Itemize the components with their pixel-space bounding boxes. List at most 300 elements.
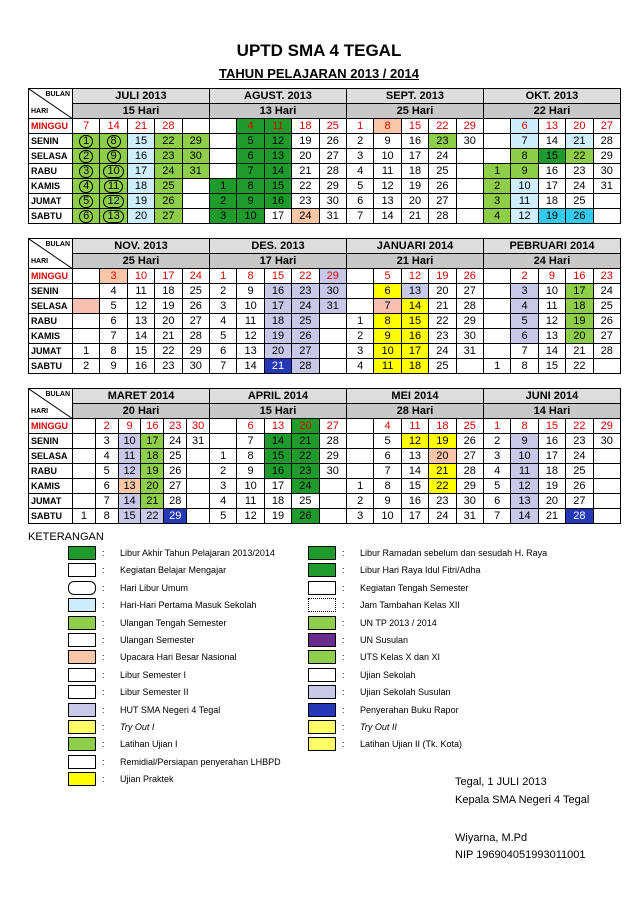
date-number: 28 [299, 360, 312, 372]
date-cell [187, 479, 210, 494]
date-cell [73, 479, 96, 494]
date-cell [237, 449, 264, 464]
date-number: 20 [436, 450, 449, 462]
day-label: JUMAT [29, 494, 73, 509]
sign-name: Wiyarna, M.Pd [455, 832, 528, 844]
date-number: 18 [134, 180, 148, 192]
date-number: 4 [220, 315, 227, 327]
date-cell [182, 314, 209, 329]
date-number: 23 [600, 270, 613, 282]
date-number: 4 [494, 210, 501, 222]
date-number: 14 [134, 330, 148, 342]
date-number: 27 [463, 285, 476, 297]
date-number: 24 [436, 345, 449, 357]
date-number: 4 [494, 465, 501, 477]
date-cell [95, 434, 118, 449]
date-cell [155, 359, 182, 374]
date-number: 27 [299, 345, 312, 357]
date-cell [593, 509, 620, 524]
date-cell [566, 119, 593, 134]
date-number: 29 [326, 270, 339, 282]
date-cell [319, 194, 346, 209]
legend-item-left: : Upacara Hari Besar Nasional [68, 650, 237, 664]
date-number: 19 [545, 210, 559, 222]
date-number: 27 [600, 120, 613, 132]
date-number: 2 [494, 180, 501, 192]
date-cell [187, 494, 210, 509]
date-number: 14 [271, 165, 285, 177]
date-cell [155, 194, 182, 209]
day-label: RABU [29, 314, 73, 329]
date-number: 7 [357, 210, 364, 222]
month-name: MARET 2014 [73, 389, 210, 404]
date-number: 5 [384, 435, 391, 447]
date-number: 25 [600, 300, 613, 312]
date-number: 3 [220, 480, 227, 492]
date-number: 30 [600, 435, 613, 447]
date-cell [73, 344, 100, 359]
date-cell [374, 134, 401, 149]
date-cell [182, 299, 209, 314]
date-number: 24 [436, 150, 449, 162]
date-cell [538, 314, 565, 329]
date-number: 5 [357, 180, 364, 192]
date-number: 11 [244, 315, 257, 327]
date-cell [210, 314, 237, 329]
legend-item-left: : Libur Semester II [68, 685, 189, 699]
date-number: 8 [521, 150, 528, 162]
date-cell [566, 344, 593, 359]
date-number: 7 [220, 360, 227, 372]
date-cell [73, 359, 100, 374]
date-cell [456, 449, 483, 464]
date-cell [456, 464, 483, 479]
effective-days: 14 Hari [483, 404, 620, 419]
date-cell [593, 314, 620, 329]
legend-swatch-icon [68, 563, 96, 577]
date-number: 4 [103, 450, 110, 462]
date-number: 28 [189, 330, 202, 342]
date-cell [593, 269, 620, 284]
date-cell [347, 269, 374, 284]
day-row [29, 119, 621, 134]
date-cell [127, 269, 154, 284]
date-cell [456, 269, 483, 284]
date-number: 14 [408, 300, 422, 312]
bulan-label: BULAN [45, 241, 70, 248]
date-cell [511, 359, 538, 374]
date-cell [155, 299, 182, 314]
date-cell [100, 119, 127, 134]
date-number: 26 [162, 195, 175, 207]
date-cell [264, 149, 291, 164]
date-number: 9 [107, 150, 121, 163]
date-cell [292, 284, 319, 299]
date-number: 9 [548, 270, 555, 282]
date-cell [456, 164, 483, 179]
date-cell [182, 209, 209, 224]
date-cell [346, 449, 373, 464]
date-cell [429, 149, 456, 164]
date-cell [429, 284, 456, 299]
date-cell [401, 464, 428, 479]
date-number: 27 [189, 315, 202, 327]
date-cell [210, 344, 237, 359]
legend-label: Penyerahan Buku Rapor [360, 704, 459, 715]
date-cell [483, 209, 510, 224]
date-cell [429, 464, 456, 479]
date-number: 11 [272, 120, 284, 132]
date-number: 19 [545, 480, 559, 492]
date-number: 2 [83, 360, 90, 372]
legend-label: Kegiatan Belajar Mengajar [120, 565, 227, 576]
date-cell [319, 434, 346, 449]
date-cell [182, 344, 209, 359]
date-cell [155, 314, 182, 329]
date-number: 27 [600, 330, 613, 342]
date-cell [346, 179, 373, 194]
date-cell [566, 479, 593, 494]
date-cell [182, 149, 209, 164]
date-cell [100, 149, 127, 164]
date-cell [511, 119, 538, 134]
date-number: 4 [247, 120, 254, 132]
legend-swatch-icon [308, 581, 336, 595]
date-number: 16 [545, 165, 559, 177]
day-label: SABTU [29, 209, 73, 224]
date-number: 25 [189, 285, 202, 297]
legend-label: Libur Ramadan sebelum dan sesudah H. Raya [360, 548, 548, 558]
date-cell [127, 194, 154, 209]
date-number: 15 [408, 315, 422, 327]
date-cell [127, 134, 154, 149]
date-number: 1 [494, 360, 501, 372]
date-number: 26 [169, 465, 182, 477]
bulan-hari-corner [29, 239, 73, 269]
day-row [29, 419, 621, 434]
date-cell [210, 449, 237, 464]
date-cell [127, 344, 154, 359]
date-cell [566, 164, 593, 179]
date-number: 10 [123, 435, 136, 447]
date-number: 17 [408, 345, 422, 357]
date-cell [127, 329, 154, 344]
date-number: 27 [573, 495, 586, 507]
date-cell [210, 434, 237, 449]
date-number: 12 [408, 270, 422, 282]
date-number: 21 [299, 165, 312, 177]
effective-days: 22 Hari [483, 104, 620, 119]
date-cell [346, 164, 373, 179]
date-cell [401, 314, 428, 329]
date-cell [538, 149, 565, 164]
legend-label: Ujian Sekolah Susulan [360, 687, 451, 698]
bulan-hari-corner [29, 389, 73, 419]
date-number: 12 [545, 315, 559, 327]
date-number: 5 [220, 330, 227, 342]
date-cell [401, 344, 428, 359]
legend-item-right: : Libur Hari Raya Idul Fitri/Adha [308, 563, 481, 577]
date-cell [100, 284, 127, 299]
date-number: 5 [494, 480, 501, 492]
date-cell [483, 119, 510, 134]
date-number: 23 [573, 165, 586, 177]
date-cell [346, 434, 373, 449]
date-cell [127, 299, 154, 314]
date-number: 22 [436, 120, 449, 132]
date-cell [401, 299, 428, 314]
date-cell [511, 134, 538, 149]
date-cell [118, 494, 141, 509]
date-cell [401, 419, 428, 434]
date-number: 1 [220, 270, 227, 282]
day-row [29, 449, 621, 464]
effective-days: 21 Hari [347, 254, 484, 269]
date-cell [429, 209, 456, 224]
date-cell [566, 329, 593, 344]
date-cell [593, 209, 620, 224]
date-number: 11 [123, 450, 136, 462]
date-cell [264, 314, 291, 329]
date-number: 23 [299, 465, 312, 477]
date-cell [155, 134, 182, 149]
date-number: 17 [408, 510, 422, 522]
date-number: 27 [162, 210, 175, 222]
date-number: 19 [436, 270, 449, 282]
date-number: 25 [299, 495, 312, 507]
date-cell [483, 509, 510, 524]
date-cell [164, 509, 187, 524]
date-cell [73, 179, 100, 194]
date-number: 19 [436, 435, 449, 447]
date-number: 3 [494, 450, 501, 462]
date-number: 20 [436, 285, 449, 297]
date-cell [401, 449, 428, 464]
date-number: 8 [384, 315, 391, 327]
date-number: 10 [103, 165, 123, 178]
date-cell [538, 509, 565, 524]
day-label: SELASA [29, 299, 73, 314]
date-cell [73, 269, 100, 284]
date-number: 17 [134, 165, 148, 177]
legend-label: Hari-Hari Pertama Masuk Sekolah [120, 600, 257, 611]
date-cell [593, 359, 620, 374]
date-number: 9 [247, 465, 254, 477]
date-cell [319, 494, 346, 509]
date-number: 17 [545, 180, 559, 192]
day-row [29, 344, 621, 359]
date-number: 1 [220, 450, 227, 462]
date-cell [429, 194, 456, 209]
date-cell [429, 359, 456, 374]
date-number: 2 [357, 495, 364, 507]
date-number: 6 [110, 315, 117, 327]
month-name: PEBRUARI 2014 [483, 239, 620, 254]
date-number: 6 [247, 150, 254, 162]
date-number: 17 [271, 300, 285, 312]
date-cell [347, 359, 374, 374]
date-number: 9 [384, 330, 391, 342]
date-cell [292, 314, 319, 329]
date-cell [538, 284, 565, 299]
date-cell [538, 299, 565, 314]
date-number: 16 [408, 330, 422, 342]
date-number: 7 [247, 165, 254, 177]
date-number: 19 [162, 300, 175, 312]
date-cell [483, 434, 510, 449]
date-cell [292, 509, 319, 524]
date-cell [319, 209, 346, 224]
date-number: 6 [220, 345, 227, 357]
date-number: 12 [408, 435, 422, 447]
date-cell [141, 479, 164, 494]
date-cell [346, 149, 373, 164]
legend-item-left: : Hari Libur Umum [68, 581, 188, 595]
date-number: 20 [299, 420, 312, 432]
date-cell [118, 479, 141, 494]
date-number: 3 [357, 150, 364, 162]
date-number: 4 [357, 165, 364, 177]
date-cell [155, 344, 182, 359]
date-cell [95, 464, 118, 479]
date-number: 18 [299, 120, 312, 132]
date-number: 7 [521, 135, 528, 147]
date-cell [374, 329, 401, 344]
date-cell [95, 509, 118, 524]
date-number: 1 [494, 165, 501, 177]
date-number: 24 [600, 285, 613, 297]
date-number: 1 [80, 510, 87, 522]
date-number: 28 [436, 210, 449, 222]
day-label: SABTU [29, 509, 73, 524]
date-cell [593, 494, 620, 509]
date-cell [164, 464, 187, 479]
date-number: 15 [408, 480, 422, 492]
date-cell [264, 449, 291, 464]
date-cell [401, 269, 428, 284]
legend-label: UN Susulan [360, 635, 409, 645]
day-label: SABTU [29, 359, 73, 374]
date-number: 14 [545, 135, 559, 147]
date-number: 7 [83, 120, 90, 132]
date-cell [401, 164, 428, 179]
date-cell [511, 194, 538, 209]
date-cell [483, 164, 510, 179]
legend-label: Latihan Ujian I [120, 739, 178, 750]
date-number: 11 [518, 195, 531, 207]
legend-item-right: : Try Out II [308, 720, 397, 734]
date-number: 8 [384, 120, 391, 132]
effective-days: 17 Hari [210, 254, 347, 269]
legend-label: Kegiatan Tengah Semester [360, 582, 469, 593]
date-cell [319, 284, 346, 299]
date-number: 10 [381, 150, 394, 162]
effective-days: 20 Hari [73, 404, 210, 419]
date-number: 24 [436, 510, 449, 522]
date-number: 18 [573, 300, 586, 312]
date-cell [347, 284, 374, 299]
date-number: 8 [521, 360, 528, 372]
date-number: 16 [146, 420, 159, 432]
date-cell [429, 314, 456, 329]
month-name: DES. 2013 [210, 239, 347, 254]
date-number: 12 [244, 510, 257, 522]
date-cell [401, 479, 428, 494]
day-row [29, 164, 621, 179]
legend-label: Ulangan Semester [120, 635, 195, 645]
date-number: 4 [79, 180, 93, 193]
date-number: 12 [134, 300, 148, 312]
date-number: 24 [299, 210, 312, 222]
date-number: 29 [600, 420, 613, 432]
month-name: JULI 2013 [73, 89, 210, 104]
date-number: 20 [573, 120, 586, 132]
date-cell [566, 464, 593, 479]
date-number: 28 [463, 465, 476, 477]
date-cell [237, 134, 264, 149]
legend-swatch-icon [308, 720, 336, 734]
date-number: 23 [299, 285, 312, 297]
date-number: 23 [299, 195, 312, 207]
date-cell [593, 134, 620, 149]
date-number: 22 [436, 315, 449, 327]
date-number: 4 [220, 495, 227, 507]
date-number: 15 [408, 120, 422, 132]
date-number: 31 [463, 510, 476, 522]
legend-swatch-icon [68, 772, 96, 786]
date-cell [292, 479, 319, 494]
date-number: 20 [408, 195, 422, 207]
date-cell [429, 269, 456, 284]
date-number: 29 [169, 510, 182, 522]
date-cell [210, 299, 237, 314]
bulan-label: BULAN [45, 391, 70, 398]
legend-label: Libur Akhir Tahun Pelajaran 2013/2014 [120, 548, 275, 558]
date-number: 30 [463, 330, 476, 342]
date-number: 3 [357, 345, 364, 357]
date-cell [401, 434, 428, 449]
date-cell [264, 464, 291, 479]
date-cell [73, 494, 96, 509]
date-cell [511, 479, 538, 494]
legend-swatch-icon [68, 668, 96, 682]
date-cell [319, 179, 346, 194]
date-number: 13 [244, 345, 257, 357]
date-cell [210, 269, 237, 284]
date-cell [566, 209, 593, 224]
date-cell [187, 464, 210, 479]
date-cell [429, 509, 456, 524]
date-cell [374, 269, 401, 284]
legend-item-right: : UN Susulan [308, 633, 408, 647]
date-number: 18 [408, 165, 422, 177]
date-number: 11 [409, 420, 421, 432]
date-cell [538, 179, 565, 194]
date-cell [566, 269, 593, 284]
hari-label: HARI [31, 108, 49, 115]
date-cell [118, 434, 141, 449]
date-number: 7 [103, 495, 110, 507]
date-number: 21 [436, 300, 449, 312]
date-cell [429, 344, 456, 359]
legend-item-left: : Latihan Ujian I [68, 737, 178, 751]
bulan-hari-corner [29, 89, 73, 119]
date-number: 8 [247, 270, 254, 282]
date-cell [456, 494, 483, 509]
date-cell [292, 464, 319, 479]
date-cell [264, 284, 291, 299]
date-cell [511, 329, 538, 344]
